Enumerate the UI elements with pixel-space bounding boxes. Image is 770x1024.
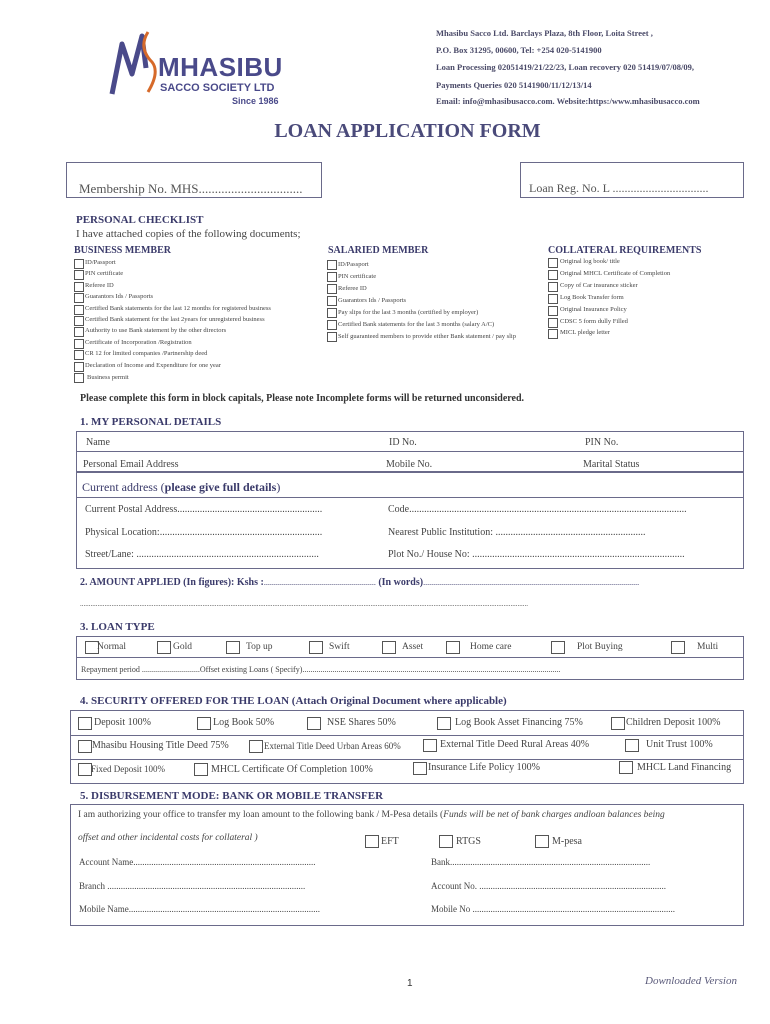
divider	[77, 657, 743, 658]
list-item: CDSC 5 form dully Filled	[560, 318, 628, 325]
disbursement-text-a: I am authorizing your office to transfer my loan amount to the following bank / M-Pesa details (	[78, 810, 444, 820]
checkbox[interactable]	[548, 329, 558, 339]
checkbox[interactable]	[439, 835, 453, 848]
list-item: PIN certificate	[85, 270, 124, 277]
checkbox[interactable]	[327, 260, 337, 270]
mobile-label: Mobile No.	[386, 459, 433, 470]
list-item: ID/Passport	[338, 261, 369, 268]
divider	[71, 735, 743, 736]
branch-field[interactable]: Branch ........................................................................................	[79, 881, 306, 891]
checkbox[interactable]	[382, 641, 396, 654]
loan-type-multi: Multi	[697, 642, 719, 652]
membership-box[interactable]	[66, 162, 322, 198]
mode-eft: EFT	[381, 836, 399, 847]
checkbox[interactable]	[74, 316, 84, 326]
mode-mpesa: M-pesa	[552, 836, 582, 847]
checklist-intro: I have attached copies of the following documents;	[76, 228, 301, 240]
list-item: Self guaranteed members to provide either Bank statement / pay slip	[338, 333, 516, 340]
security-option: NSE Shares 50%	[327, 717, 396, 728]
bank-field[interactable]: Bank.........................................................................................	[431, 857, 651, 867]
postal-field[interactable]: Current Postal Address..........................................................	[85, 504, 323, 515]
address-box	[76, 471, 744, 569]
security-option: Deposit 100%	[94, 717, 151, 728]
checkbox[interactable]	[78, 763, 92, 776]
checkbox[interactable]	[548, 258, 558, 268]
name-label: Name	[86, 437, 110, 448]
logo-since: Since 1986	[232, 96, 279, 106]
list-item: Original log book/ title	[560, 258, 620, 265]
amount-words-dots: ............................................................................................................	[423, 578, 640, 587]
checkbox[interactable]	[548, 318, 558, 328]
security-option: Unit Trust 100%	[646, 739, 713, 750]
checkbox[interactable]	[327, 272, 337, 282]
amount-label: 2. AMOUNT APPLIED (In figures): Kshs :	[80, 577, 264, 588]
security-option: External Title Deed Urban Areas 60%	[264, 741, 401, 751]
checkbox[interactable]	[74, 362, 84, 372]
checkbox[interactable]	[74, 282, 84, 292]
checkbox[interactable]	[197, 717, 211, 730]
mobile-no-field[interactable]: Mobile No ..........................................................................................	[431, 904, 675, 914]
checkbox[interactable]	[548, 270, 558, 280]
security-option: MHCL Certificate Of Completion 100%	[211, 764, 373, 775]
checkbox[interactable]	[365, 835, 379, 848]
disbursement-text	[78, 810, 665, 820]
business-title: BUSINESS MEMBER	[74, 245, 171, 256]
form-title: LOAN APPLICATION FORM	[274, 120, 541, 142]
mobile-name-field[interactable]: Mobile Name.....................................................................................	[79, 904, 320, 914]
list-item: Guarantors Ids / Passports	[338, 297, 407, 304]
security-option: Insurance Life Policy 100%	[428, 762, 540, 773]
loan-type-box	[76, 636, 744, 680]
checkbox[interactable]	[327, 320, 337, 330]
list-item: Certificate of Incorporation /Registration	[85, 339, 192, 346]
list-item: CR 12 for limited companies /Partnership deed	[85, 350, 208, 357]
checkbox[interactable]	[446, 641, 460, 654]
physical-field[interactable]: Physical Location:.................................................................	[85, 527, 323, 538]
checkbox[interactable]	[74, 339, 84, 349]
logo-sub: SACCO SOCIETY LTD	[160, 82, 275, 94]
personal-heading: 1. MY PERSONAL DETAILS	[80, 416, 222, 428]
checkbox[interactable]	[78, 717, 92, 730]
checkbox[interactable]	[535, 835, 549, 848]
header-line: Payments Queries 020 5141900/11/12/13/14	[436, 80, 592, 90]
loan-type-normal: Normal	[97, 642, 127, 652]
checkbox[interactable]	[625, 739, 639, 752]
disbursement-heading: 5. DISBURSEMENT MODE: BANK OR MOBILE TRANSFER	[80, 790, 384, 802]
loan-type-topup: Top up	[246, 642, 273, 652]
checkbox[interactable]	[619, 761, 633, 774]
security-option: Log Book 50%	[213, 717, 275, 728]
disbursement-text-2: offset and other incidental costs for collateral )	[78, 833, 258, 843]
pin-label: PIN No.	[585, 437, 619, 448]
checkbox[interactable]	[194, 763, 208, 776]
logo-name: MHASIBU	[158, 52, 283, 82]
list-item: Copy of Car insurance sticker	[560, 282, 638, 289]
marital-label: Marital Status	[583, 459, 640, 470]
list-item: Referee ID	[85, 282, 114, 289]
checkbox[interactable]	[671, 641, 685, 654]
mode-rtgs: RTGS	[456, 836, 481, 847]
list-item: Declaration of Income and Expenditure for one year	[85, 362, 221, 369]
header-line: Loan Processing 02051419/21/22/23, Loan recovery 020 51419/07/08/09,	[436, 62, 694, 72]
checkbox[interactable]	[437, 717, 451, 730]
plot-field[interactable]: Plot No./ House No: .....................................................................................	[388, 549, 685, 560]
list-item: Certified Bank statements for the last 3 months (salary A/C)	[338, 321, 495, 328]
checkbox[interactable]	[309, 641, 323, 654]
street-field[interactable]: Street/Lane: .........................................................................	[85, 549, 319, 560]
email-label: Personal Email Address	[83, 459, 179, 470]
instruction-notice: Please complete this form in block capitals, Please note Incomplete forms will be returned unconsidered.	[80, 393, 525, 404]
loan-type-plot: Plot Buying	[577, 642, 623, 652]
list-item: Original MHCL Certificate of Completion	[560, 270, 671, 277]
disbursement-text-b: Funds will be net of bank charges andloan balances being	[443, 810, 665, 820]
collateral-title: COLLATERAL REQUIREMENTS	[548, 245, 702, 256]
checkbox[interactable]	[74, 259, 84, 269]
checklist-heading: PERSONAL CHECKLIST	[76, 214, 204, 226]
divider	[77, 451, 743, 452]
list-item: Pay slips for the last 3 months (certified by employer)	[338, 309, 479, 316]
page-number: 1	[407, 978, 413, 989]
header-line: Email: info@mhasibusacco.com. Website:https:/www.mhasibusacco.com	[436, 96, 700, 106]
loan-type-gold: Gold	[173, 642, 192, 652]
logo-mark-icon	[108, 28, 158, 98]
checkbox[interactable]	[74, 327, 84, 337]
list-item: Authority to use Bank statement by the other directors	[85, 327, 227, 334]
checkbox[interactable]	[327, 332, 337, 342]
checkbox[interactable]	[226, 641, 240, 654]
account-no-field[interactable]: Account No. ...................................................................................	[431, 881, 666, 891]
checkbox[interactable]	[413, 762, 427, 775]
checkbox[interactable]	[249, 740, 263, 753]
list-item: Original Insurance Policy	[560, 306, 627, 313]
security-option: External Title Deed Rural Areas 40%	[440, 739, 590, 750]
checkbox[interactable]	[307, 717, 321, 730]
list-item: Guarantors Ids / Passports	[85, 293, 154, 300]
amount-words-line[interactable]: ................................................................................................................................................................................................................................................................	[80, 600, 528, 608]
loan-reg-box[interactable]	[520, 162, 744, 198]
checkbox[interactable]	[551, 641, 565, 654]
security-option: Fixed Deposit 100%	[91, 764, 165, 774]
checkbox[interactable]	[548, 294, 558, 304]
amount-line[interactable]	[80, 577, 639, 588]
checkbox[interactable]	[548, 282, 558, 292]
checkbox[interactable]	[74, 350, 84, 360]
checkbox[interactable]	[74, 373, 84, 383]
security-option: MHCL Land Financing	[637, 762, 732, 773]
divider	[71, 759, 743, 760]
checkbox[interactable]	[78, 740, 92, 753]
loan-type-asset: Asset	[402, 642, 424, 652]
address-heading-c: )	[276, 480, 281, 494]
account-name-field[interactable]: Account Name.................................................................................	[79, 857, 316, 867]
membership-label: Membership No. MHS................................	[79, 181, 303, 196]
loan-type-heading: 3. LOAN TYPE	[80, 621, 155, 633]
checkbox[interactable]	[548, 306, 558, 316]
personal-details-box	[76, 431, 744, 473]
amount-dots: ........................................................	[263, 578, 376, 587]
disbursement-box	[70, 804, 744, 926]
loan-reg-label: Loan Reg. No. L ................................	[529, 181, 709, 195]
version-label: Downloaded Version	[645, 975, 737, 987]
divider	[77, 497, 743, 498]
checkbox[interactable]	[74, 270, 84, 280]
checkbox[interactable]	[611, 717, 625, 730]
checkbox[interactable]	[327, 296, 337, 306]
loan-type-homecare: Home care	[470, 642, 512, 652]
salaried-title: SALARIED MEMBER	[328, 245, 429, 256]
checkbox[interactable]	[423, 739, 437, 752]
list-item: PIN certificate	[338, 273, 377, 280]
list-item: Log Book Transfer form	[560, 294, 624, 301]
security-option: Log Book Asset Financing 75%	[455, 717, 583, 728]
security-heading: 4. SECURITY OFFERED FOR THE LOAN (Attach Original Document where applicable)	[80, 695, 507, 707]
checkbox[interactable]	[157, 641, 171, 654]
checkbox[interactable]	[74, 293, 84, 303]
security-option: Mhasibu Housing Title Deed 75%	[92, 740, 229, 751]
address-heading-b: please give full details	[164, 480, 277, 494]
institution-field[interactable]: Nearest Public Institution: ............................................................	[388, 527, 646, 538]
header-line: P.O. Box 31295, 00600, Tel: +254 020-5141900	[436, 45, 602, 55]
header-line: Mhasibu Sacco Ltd. Barclays Plaza, 8th Floor, Loita Street ,	[436, 28, 653, 38]
id-label: ID No.	[389, 437, 417, 448]
list-item: MICL pledge letter	[560, 329, 610, 336]
amount-words: (In words)	[375, 577, 424, 588]
list-item: Certified Bank statement for the last 2years for unregistered business	[85, 316, 265, 323]
list-item: Referee ID	[338, 285, 367, 292]
repayment-field[interactable]: Repayment period .............................Offset existing Loans ( Specify).................................................................................................................................	[81, 665, 561, 674]
checkbox[interactable]	[327, 308, 337, 318]
loan-type-swift: Swift	[329, 642, 350, 652]
code-field[interactable]: Code...............................................................................................................	[388, 504, 687, 515]
checkbox[interactable]	[74, 305, 84, 315]
checkbox[interactable]	[327, 284, 337, 294]
list-item: Business permit	[87, 374, 129, 381]
security-option: Children Deposit 100%	[626, 717, 721, 728]
address-heading	[82, 480, 280, 495]
list-item: ID/Passport	[85, 259, 116, 266]
address-heading-a: Current address (	[82, 480, 165, 494]
security-box	[70, 710, 744, 784]
list-item: Certified Bank statements for the last 12 months for registered business	[85, 305, 271, 312]
